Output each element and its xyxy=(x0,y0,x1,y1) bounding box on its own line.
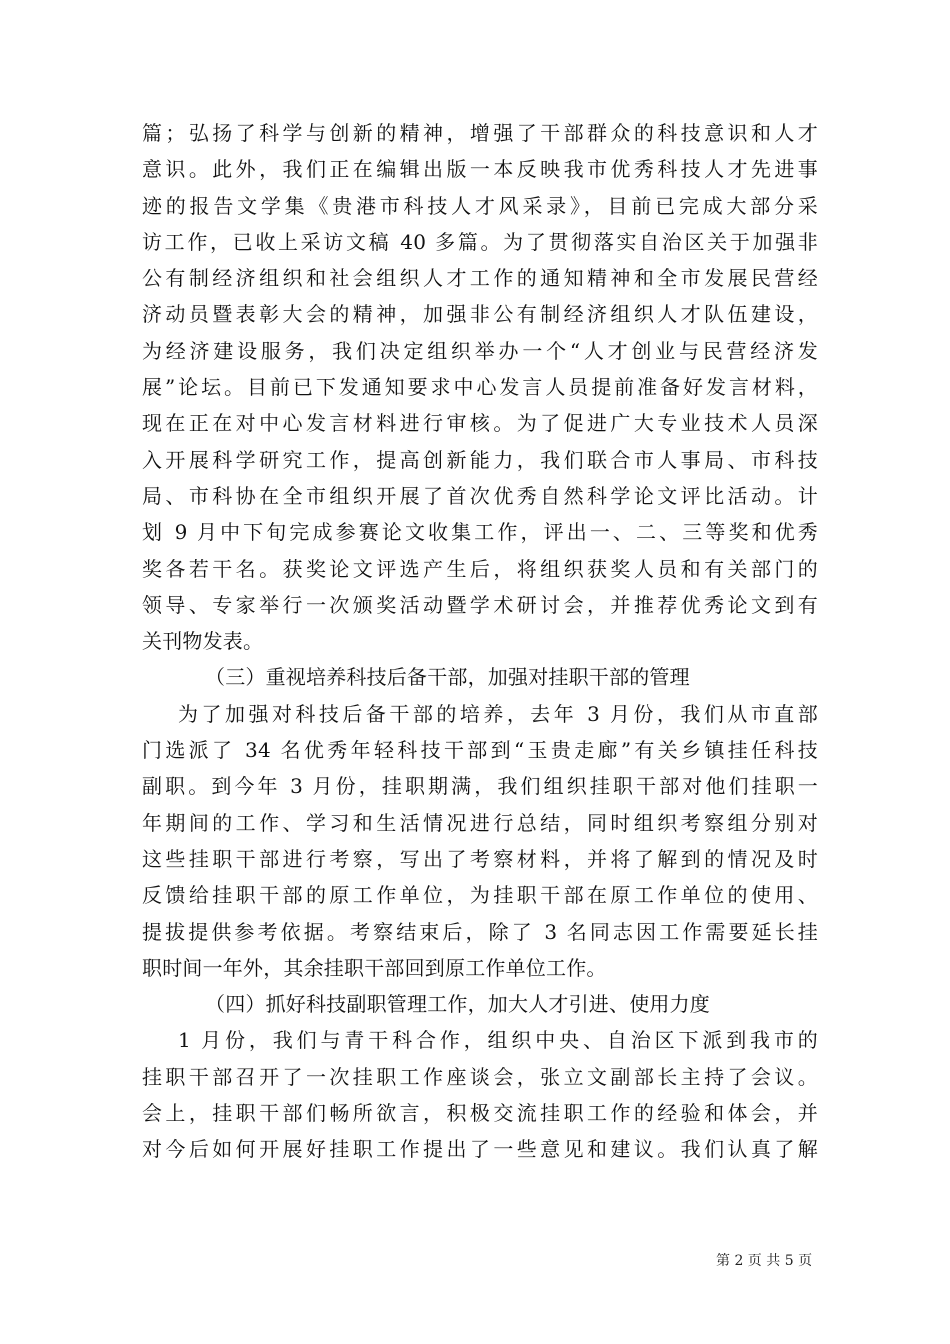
text-line: 访工作，已收上采访文稿 40 多篇。为了贯彻落实自治区关于加强非 xyxy=(142,229,818,254)
text-line: 迹的报告文学集《贵港市科技人才风采录》，目前已完成大部分采 xyxy=(142,193,818,218)
text-line: 副职。到今年 3 月份，挂职期满，我们组织挂职干部对他们挂职一 xyxy=(142,774,818,799)
text-line: 门选派了 34 名优秀年轻科技干部到“玉贵走廊”有关乡镇挂任科技 xyxy=(142,738,818,763)
text-line: 这些挂职干部进行考察，写出了考察材料，并将了解到的情况及时 xyxy=(142,846,818,871)
text-line: 意识。此外，我们正在编辑出版一本反映我市优秀科技人才先进事 xyxy=(142,157,818,182)
paragraph-end-line: 职时间一年外，其余挂职干部回到原工作单位工作。 xyxy=(142,955,607,980)
text-line: 领导、专家举行一次颁奖活动暨学术研讨会，并推荐优秀论文到有 xyxy=(142,592,818,617)
text-line: 提拔提供参考依据。考察结束后，除了 3 名同志因工作需要延长挂 xyxy=(142,919,818,944)
text-line: 对今后如何开展好挂职工作提出了一些意见和建议。我们认真了解 xyxy=(142,1137,818,1162)
text-line: 篇；弘扬了科学与创新的精神，增强了干部群众的科技意识和人才 xyxy=(142,121,818,145)
text-line: 反馈给挂职干部的原工作单位，为挂职干部在原工作单位的使用、 xyxy=(142,883,818,908)
text-line: 公有制经济组织和社会组织人才工作的通知精神和全市发展民营经 xyxy=(142,266,818,291)
text-line: 局、市科协在全市组织开展了首次优秀自然科学论文评比活动。计 xyxy=(142,483,818,508)
paragraph-first-line: 1 月份，我们与青干科合作，组织中央、自治区下派到我市的 xyxy=(178,1028,818,1053)
document-body xyxy=(142,115,818,1168)
paragraph-first-line: 为了加强对科技后备干部的培养，去年 3 月份，我们从市直部 xyxy=(178,701,818,726)
text-line: 年期间的工作、学习和生活情况进行总结，同时组织考察组分别对 xyxy=(142,810,818,835)
page-number: 第 2 页 共 5 页 xyxy=(716,1253,813,1269)
section-heading-4: （四）抓好科技副职管理工作，加大人才引进、使用力度 xyxy=(205,992,710,1017)
text-line: 会上，挂职干部们畅所欲言，积极交流挂职工作的经验和体会，并 xyxy=(142,1101,818,1126)
text-line: 为经济建设服务，我们决定组织举办一个“人才创业与民营经济发 xyxy=(142,338,818,363)
section-heading-3: （三）重视培养科技后备干部，加强对挂职干部的管理 xyxy=(205,665,690,690)
text-line: 划 9 月中下旬完成参赛论文收集工作，评出一、二、三等奖和优秀 xyxy=(142,520,818,545)
text-line: 入开展科学研究工作，提高创新能力，我们联合市人事局、市科技 xyxy=(142,447,818,472)
paragraph-end-line: 关刊物发表。 xyxy=(142,629,264,654)
text-line: 展”论坛。目前已下发通知要求中心发言人员提前准备好发言材料， xyxy=(142,375,818,400)
text-line: 济动员暨表彰大会的精神，加强非公有制经济组织人才队伍建设， xyxy=(142,302,818,327)
text-line: 挂职干部召开了一次挂职工作座谈会，张立文副部长主持了会议。 xyxy=(142,1064,818,1089)
text-line: 现在正在对中心发言材料进行审核。为了促进广大专业技术人员深 xyxy=(142,411,818,436)
text-line: 奖各若干名。获奖论文评选产生后，将组织获奖人员和有关部门的 xyxy=(142,556,818,581)
